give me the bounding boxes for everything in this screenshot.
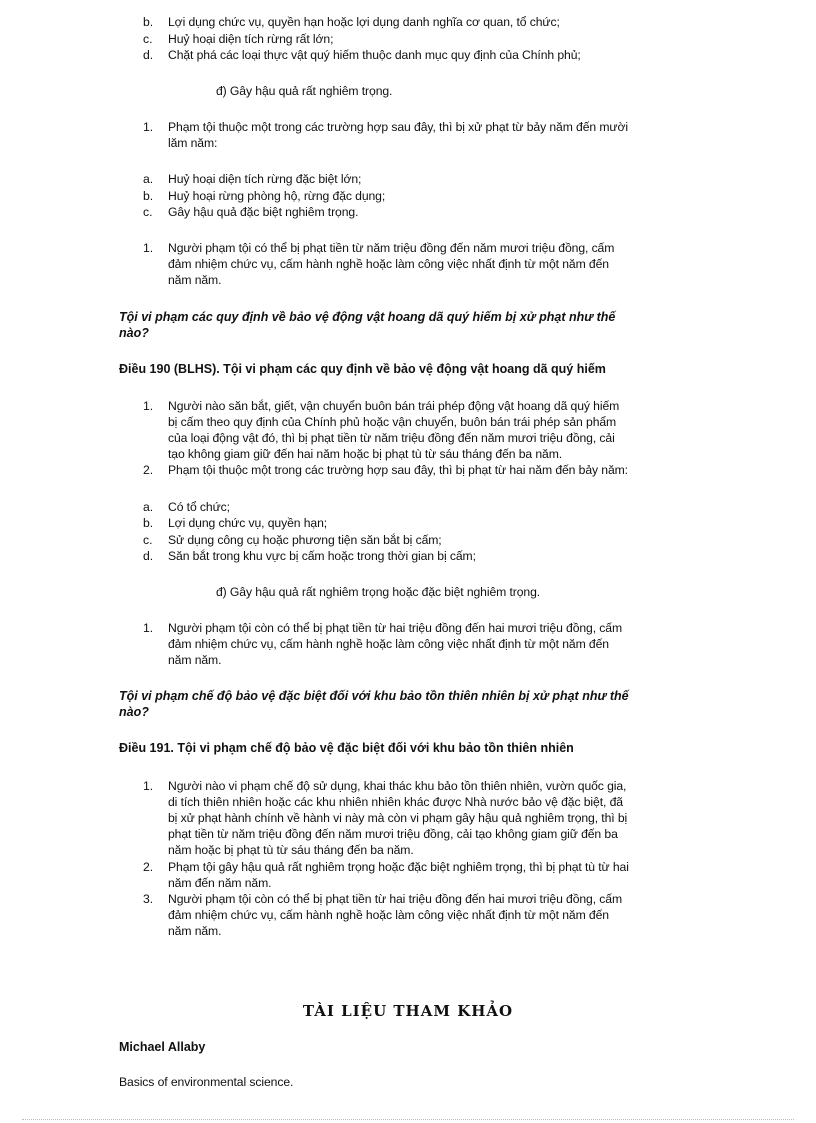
list-marker: 2.: [143, 463, 154, 477]
paragraph-line: đảm nhiệm chức vụ, cấm hành nghề hoặc làm công việc nhất định từ một năm đến: [168, 908, 609, 922]
list-item: Lợi dụng chức vụ, quyền hạn;: [168, 516, 328, 530]
list-marker: d.: [143, 549, 154, 563]
list-marker: c.: [143, 533, 153, 547]
list-item: Có tổ chức;: [168, 500, 230, 514]
question-heading: nào?: [119, 705, 149, 719]
list-marker: a.: [143, 172, 154, 186]
list-marker: 2.: [143, 860, 154, 874]
paragraph-line: Người phạm tội có thể bị phạt tiền từ năm triệu đồng đến năm mươi triệu đồng, cấm: [168, 241, 615, 255]
paragraph-line: năm năm.: [168, 273, 222, 287]
paragraph-line: bị xử phạt hành chính về hành vi này mà còn vi phạm gây hậu quả nghiêm trọng, thì bị: [168, 811, 628, 825]
list-item: Huỷ hoại diện tích rừng đặc biệt lớn;: [168, 172, 362, 186]
list-marker: 1.: [143, 120, 154, 134]
paragraph-line: Người nào săn bắt, giết, vận chuyển buôn bán trái phép động vật hoang dã quý hiếm: [168, 399, 620, 413]
reference-book: Basics of environmental science.: [119, 1075, 294, 1089]
references-title: TÀI LIỆU THAM KHẢO: [302, 1002, 514, 1020]
list-item: Lợi dụng chức vụ, quyền hạn hoặc lợi dụng danh nghĩa cơ quan, tổ chức;: [168, 15, 560, 29]
question-heading: Tội vi phạm chế độ bảo vệ đặc biệt đối với khu bảo tồn thiên nhiên bị xử phạt như thế: [119, 689, 629, 703]
paragraph-line: đảm nhiệm chức vụ, cấm hành nghề hoặc làm công việc nhất định từ một năm đến: [168, 637, 609, 651]
list-marker: b.: [143, 15, 154, 29]
list-item: Huỷ hoại diện tích rừng rất lớn;: [168, 32, 334, 46]
list-marker: c.: [143, 205, 153, 219]
article-heading: Điều 191. Tội vi phạm chế độ bảo vệ đặc biệt đối với khu bảo tồn thiên nhiên: [119, 741, 574, 755]
list-marker: b.: [143, 516, 154, 530]
list-item: Chặt phá các loại thực vật quý hiếm thuộc danh mục quy định của Chính phủ;: [168, 48, 581, 62]
indented-item: đ) Gây hậu quả rất nghiêm trọng.: [216, 84, 393, 98]
paragraph-line: di tích thiên nhiên hoặc các khu nhiên nhiên khác được Nhà nước bảo vệ đặc biệt, đã: [168, 795, 623, 809]
list-marker: 1.: [143, 621, 154, 635]
paragraph-line: lăm năm:: [168, 136, 218, 150]
list-marker: 1.: [143, 399, 154, 413]
paragraph-line: Phạm tội thuộc một trong các trường hợp sau đây, thì bị phạt từ hai năm đến bảy năm:: [168, 463, 628, 477]
list-item: Sử dụng công cụ hoặc phương tiện săn bắt bị cấm;: [168, 533, 442, 547]
list-marker: 1.: [143, 779, 154, 793]
indented-item: đ) Gây hậu quả rất nghiêm trọng hoặc đặc biệt nghiêm trọng.: [216, 585, 541, 599]
paragraph-line: của loại động vật đó, thì bị phạt tiền từ năm triệu đồng đến năm mươi triệu đồng, cải: [168, 431, 615, 445]
paragraph-line: năm năm.: [168, 653, 222, 667]
list-marker: d.: [143, 48, 154, 62]
list-item: Huỷ hoại rừng phòng hộ, rừng đặc dụng;: [168, 189, 386, 203]
reference-author: Michael Allaby: [119, 1040, 206, 1054]
paragraph-line: năm năm.: [168, 924, 222, 938]
paragraph-line: Phạm tội gây hậu quả rất nghiêm trọng hoặc đặc biệt nghiêm trọng, thì bị phạt tù từ hai: [168, 860, 629, 874]
list-marker: b.: [143, 189, 154, 203]
list-marker: 3.: [143, 892, 154, 906]
paragraph-line: phạt tiền từ năm triệu đồng đến năm mươi triệu đồng, cải tạo không giam giữ đến ba: [168, 827, 618, 841]
paragraph-line: Người phạm tội còn có thể bị phạt tiền từ hai triệu đồng đến hai mươi triệu đồng, cấm: [168, 892, 623, 906]
question-heading: nào?: [119, 326, 149, 340]
question-heading: Tội vi phạm các quy định về bảo vệ động vật hoang dã quý hiếm bị xử phạt như thế: [119, 310, 616, 324]
paragraph-line: bị cấm theo quy định của Chính phủ hoặc vận chuyển, buôn bán trái phép sản phẩm: [168, 415, 617, 429]
paragraph-line: tạo không giam giữ đến hai năm hoặc bị phạt tù từ sáu tháng đến ba năm.: [168, 447, 563, 461]
list-item: Gây hậu quả đặc biệt nghiêm trọng.: [168, 205, 359, 219]
list-item: Săn bắt trong khu vực bị cấm hoặc trong thời gian bị cấm;: [168, 549, 476, 563]
paragraph-line: năm hoặc bị phạt tù từ sáu tháng đến ba năm.: [168, 843, 414, 857]
paragraph-line: Người nào vi phạm chế độ sử dụng, khai thác khu bảo tồn thiên nhiên, vườn quốc gia,: [168, 779, 627, 793]
list-marker: a.: [143, 500, 154, 514]
article-heading: Điều 190 (BLHS). Tội vi phạm các quy định về bảo vệ động vật hoang dã quý hiếm: [119, 362, 606, 376]
paragraph-line: Phạm tội thuộc một trong các trường hợp sau đây, thì bị xử phạt từ bảy năm đến mười: [168, 120, 628, 134]
paragraph-line: Người phạm tội còn có thể bị phạt tiền từ hai triệu đồng đến hai mươi triệu đồng, cấm: [168, 621, 623, 635]
paragraph-line: đảm nhiệm chức vụ, cấm hành nghề hoặc làm công việc nhất định từ một năm đến: [168, 257, 609, 271]
page-bottom-border: [22, 1119, 794, 1120]
list-marker: 1.: [143, 241, 154, 255]
list-marker: c.: [143, 32, 153, 46]
paragraph-line: năm đến năm năm.: [168, 876, 272, 890]
